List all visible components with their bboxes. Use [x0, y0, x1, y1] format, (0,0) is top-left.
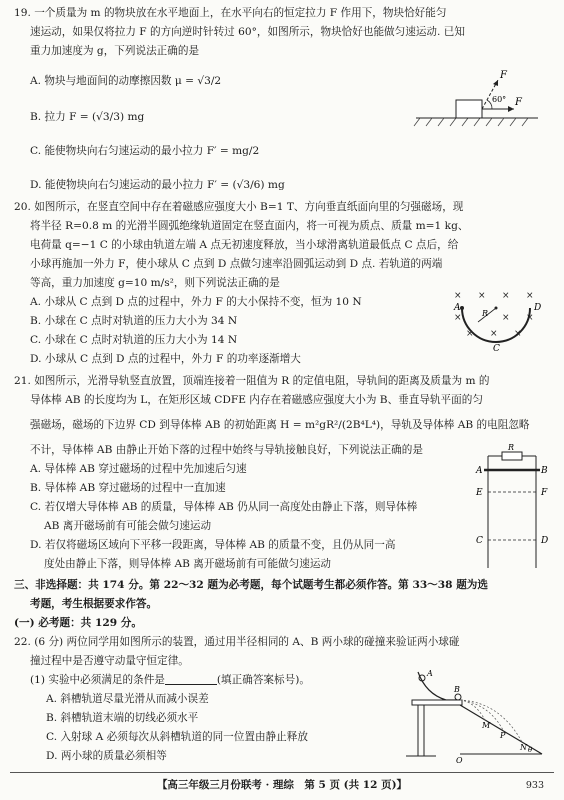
q21-line3: 强磁场，磁场的下边界 CD 到导体棒 AB 的初始距离 H = m²gR²/(2B⁴L⁴)，导轨及导体棒 AB 的电阻忽略	[30, 419, 530, 431]
footer-code: 933	[525, 780, 544, 791]
footer-text: 【高三年级三月份联考 · 理综 第 5 页 (共 12 页)】	[156, 779, 408, 791]
q19-line3: 重力加速度为 g，下列说法正确的是	[30, 45, 200, 57]
svg-text:×: ×	[478, 291, 486, 301]
q21-fig-label-c: C	[476, 536, 483, 546]
q21-line4: 不计，导体棒 AB 由静止开始下落的过程中始终与导轨接触良好，下列说法正确的是	[30, 444, 423, 456]
q21-fig-label-r: R	[508, 443, 515, 452]
svg-text:×: ×	[526, 291, 534, 301]
q19-option-b: B. 拉力 F = (√3/3) mg	[30, 111, 145, 123]
svg-text:×: ×	[454, 313, 462, 323]
q21-fig-label-a: A	[476, 466, 483, 476]
q22-option-b: B. 斜槽轨道末端的切线必须水平	[46, 712, 199, 724]
q22-part1-text: (1) 实验中必须满足的条件是	[30, 674, 165, 686]
q22-fig-label-n: N	[520, 743, 527, 752]
q22-fig-label-b: B	[454, 685, 460, 694]
q21-option-c1: C. 若仅增大导体棒 AB 的质量，导体棒 AB 仍从同一高度处由静止下落，则导体棒	[30, 501, 418, 513]
q21-line2: 导体棒 AB 的长度均为 L，在矩形区域 CDFE 内存在着磁感应强度大小为 B、垂直导轨平面的匀	[30, 394, 483, 406]
section3-line2: 考题，考生根据要求作答。	[30, 598, 158, 610]
q19-figure	[412, 58, 542, 134]
svg-text:×: ×	[454, 291, 462, 301]
q22-part1-hint: (填正确答案标号)。	[216, 674, 310, 686]
q21-option-c2: AB 离开磁场前有可能会做匀速运动	[44, 520, 212, 532]
q20-option-c: C. 小球在 C 点时对轨道的压力大小为 14 N	[30, 334, 238, 346]
section3-line3: (一) 必考题：共 129 分。	[14, 617, 142, 629]
q22-fig-label-a: A	[427, 669, 433, 678]
q19-line2: 速运动，如果仅将拉力 F 的方向逆时针转过 60°，如图所示，物块恰好也能做匀速运动. 已知	[30, 26, 465, 38]
svg-text:×: ×	[514, 329, 522, 339]
q22-option-c: C. 入射球 A 必须每次从斜槽轨道的同一位置由静止释放	[46, 731, 308, 743]
q22-figure	[400, 664, 550, 764]
q20-option-b: B. 小球在 C 点时对轨道的压力大小为 34 N	[30, 315, 238, 327]
svg-text:×: ×	[502, 313, 510, 323]
svg-text:×: ×	[466, 329, 474, 339]
q21-fig-label-f: F	[541, 488, 548, 498]
q19-option-c: C. 能使物块向右匀速运动的最小拉力 F′ = mg/2	[30, 145, 260, 157]
q22-part1	[30, 671, 310, 690]
svg-text:×: ×	[490, 329, 498, 339]
q22-line1: 22. (6 分) 两位同学用如图所示的装置，通过用半径相同的 A、B 两小球的碰撞来验证两小球碰	[14, 636, 460, 648]
q21-option-b: B. 导体棒 AB 穿过磁场的过程中一直加速	[30, 482, 226, 494]
q20-line1: 20. 如图所示，在竖直空间中存在着磁感应强度大小 B=1 T、方向垂直纸面向里的匀强磁场，现	[14, 201, 464, 213]
q21-line1: 21. 如图所示，光滑导轨竖直放置，顶端连接着一阻值为 R 的定值电阻，导轨间的距离及质量为 m 的	[14, 375, 490, 387]
q21-figure	[474, 443, 554, 572]
q22-option-d: D. 两小球的质量必须相等	[46, 750, 167, 762]
section3-line1: 三、非选择题：共 174 分。第 22～32 题为必考题，每个试题考生都必须作答。第 33～38 题为选	[14, 579, 488, 591]
q20-fig-label-a: A	[454, 303, 461, 313]
q22-fig-label-p: P	[500, 731, 506, 740]
q20-line5: 等高，重力加速度 g=10 m/s²，则下列说法正确的是	[30, 277, 280, 289]
q22-fig-label-o: O	[456, 756, 463, 765]
q19-fig-label-f-rotated: F	[500, 70, 507, 81]
q20-fig-label-r: R	[482, 309, 489, 318]
q21-fig-label-d: D	[541, 536, 549, 546]
q19-line1: 19. 一个质量为 m 的物块放在水平地面上，在水平向右的恒定拉力 F 作用下，物块恰好能匀	[14, 7, 447, 19]
q21-fig-label-b: B	[541, 466, 548, 476]
svg-text:×: ×	[526, 313, 534, 323]
q22-fig-label-theta: θ	[528, 746, 533, 754]
q21-option-a: A. 导体棒 AB 穿过磁场的过程中先加速后匀速	[30, 463, 247, 475]
q19-option-d: D. 能使物块向右匀速运动的最小拉力 F′ = (√3/6) mg	[30, 179, 285, 191]
q19-fig-label-f: F	[515, 97, 522, 108]
answer-blank[interactable]	[165, 672, 217, 685]
q20-figure	[448, 286, 548, 354]
q20-line2: 将半径 R=0.8 m 的光滑半圆弧绝缘轨道固定在竖直面内，将一可视为质点、质量 m=1 kg、	[30, 220, 469, 232]
svg-text:×: ×	[502, 291, 510, 301]
q22-line2: 撞过程中是否遵守动量守恒定律。	[30, 655, 189, 667]
q20-line4: 小球再施加一外力 F，使小球从 C 点到 D 点做匀速率沿圆弧运动到 D 点. 若轨道的两端	[30, 258, 443, 270]
q20-option-d: D. 小球从 C 点到 D 点的过程中，外力 F 的功率逐渐增大	[30, 353, 301, 365]
q21-option-d2: 度处由静止下落，则导体棒 AB 离开磁场前有可能做匀速运动	[44, 558, 332, 570]
q20-option-a: A. 小球从 C 点到 D 点的过程中，外力 F 的大小保持不变，恒为 10 N	[30, 296, 362, 308]
q19-option-a: A. 物块与地面间的动摩擦因数 μ = √3/2	[30, 75, 222, 87]
q19-fig-angle: 60°	[492, 95, 507, 104]
q20-fig-label-d: D	[534, 303, 542, 313]
q22-option-a: A. 斜槽轨道尽量光滑从而减小误差	[46, 693, 209, 705]
footer-rule	[10, 772, 554, 773]
q21-fig-label-e: E	[476, 488, 483, 498]
q22-fig-label-m: M	[482, 721, 491, 730]
q20-line3: 电荷量 q=−1 C 的小球由轨道左端 A 点无初速度释放，当小球滑离轨道最低点 C 点后，给	[30, 239, 459, 251]
q20-fig-label-c: C	[493, 344, 500, 354]
q21-option-d1: D. 若仅将磁场区域向下平移一段距离，导体棒 AB 的质量不变，且仍从同一高	[30, 539, 396, 551]
page-footer	[0, 776, 564, 795]
